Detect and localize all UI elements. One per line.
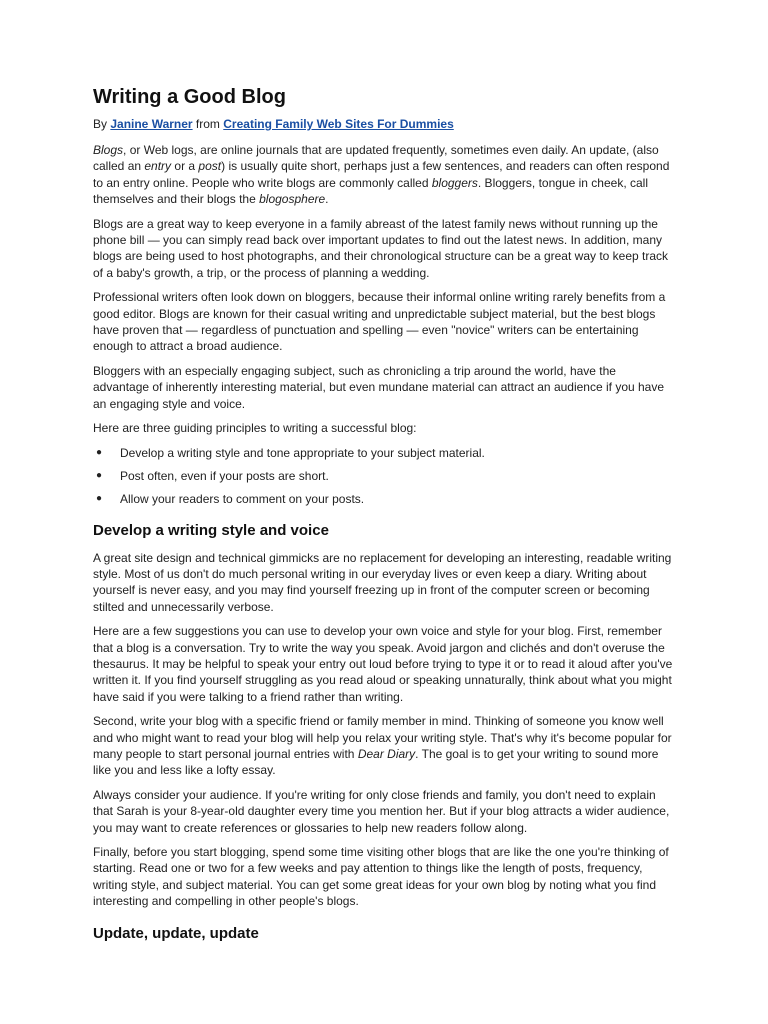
section1-paragraph-5: Finally, before you start blogging, spend some time visiting other blogs that are like the one you're thinking of starting. Read one or two for a few weeks and pay attention to things like the length of posts, frequency, writing style, and subject material. You can get some great ideas for your own blog by noting what you find interesting and compelling in other people's blogs. bbox=[93, 845, 669, 909]
author-link[interactable]: Janine Warner bbox=[110, 117, 193, 131]
section1-paragraph-4: Always consider your audience. If you're writing for only close friends and family, you don't need to explain that Sarah is your 8-year-old daughter every time you mention her. But if your blog attracts a wider audience, you may want to create references or glossaries to help new readers follow along. bbox=[93, 787, 670, 835]
byline bbox=[93, 116, 675, 132]
section1-paragraph-3: Second, write your blog with a specific friend or family member in mind. Thinking of someone you know well and who might want to read your blog will help you relax your writing style. That's why it's become popular for many people to start personal journal entries with Dear Diary. The goal is to get your writing to sound more like you and less like a lofty essay. bbox=[93, 714, 672, 778]
section1-paragraph-2: Here are a few suggestions you can use to develop your own voice and style for your blog. First, remember that a blog is a conversation. Try to write the way you speak. Avoid jargon and clichés and don't overuse the thesaurus. It may be helpful to speak your entry out loud before trying to type it or to read it aloud after you've written it. If you find yourself struggling as you read aloud or speaking unnaturally, think about what you might have said if you were talking to a friend rather than writing. bbox=[93, 624, 673, 704]
principles-list bbox=[93, 445, 675, 507]
term-dear-diary: Dear Diary bbox=[357, 746, 416, 761]
bullet-icon: ● bbox=[96, 446, 103, 458]
section-heading-update: Update, update, update bbox=[93, 924, 259, 942]
byline-by: By bbox=[93, 117, 111, 131]
intro-paragraph-4: Bloggers with an especially engaging subject, such as chronicling a trip around the world, have the advantage of inherently interesting material, but even mundane material can attract an audience if you have an engaging style and voice. bbox=[93, 363, 665, 411]
intro-paragraph-2: Blogs are a great way to keep everyone in a family abreast of the latest family news without running up the phone bill — you can simply read back over important updates to find out the latest news. In addition, many blogs are being used to host photographs, and their chronological structure can be a great way to keep track of a baby's growth, a trip, or the process of planning a wedding. bbox=[93, 216, 669, 280]
byline-from: from bbox=[192, 117, 224, 131]
intro-paragraph-5: Here are three guiding principles to writing a successful blog: bbox=[93, 421, 417, 436]
intro-paragraph-1: Blogs, or Web logs, are online journals that are updated frequently, sometimes even daily. An update, (also called an entry or a post) is usually quite short, perhaps just a few sentences, and readers can often respond to an entry online. People who write blogs are commonly called bloggers. Bloggers, tongue in cheek, call themselves and their blogs the blogosphere. bbox=[93, 143, 670, 207]
bullet-icon: ● bbox=[96, 492, 103, 504]
term-bloggers: bloggers bbox=[431, 175, 478, 190]
page-title: Writing a Good Blog bbox=[93, 86, 286, 108]
list-item: ● Post often, even if your posts are short. bbox=[96, 468, 329, 483]
source-book-link[interactable]: Creating Family Web Sites For Dummies bbox=[223, 117, 454, 131]
list-item: ● Develop a writing style and tone appropriate to your subject material. bbox=[96, 445, 485, 460]
term-blogs: Blogs bbox=[93, 143, 124, 157]
term-post: post bbox=[198, 159, 222, 174]
section1-paragraph-1: A great site design and technical gimmicks are no replacement for developing an interesting, readable writing style. Most of us don't do much personal writing in our everyday lives or even keep a diary. Writing about yourself is never easy, and you may find yourself freezing up in front of the computer screen or becoming stilted and unnecessarily verbose. bbox=[93, 550, 672, 614]
intro-paragraph-3: Professional writers often look down on bloggers, because their informal online writing rarely benefits from a good editor. Blogs are known for their casual writing and unpredictable subject material, but the best blogs have proven that — regardless of punctuation and spelling — even "novice" writers can be entertaining enough to attract a broad audience. bbox=[93, 290, 666, 354]
section-heading-style-voice: Develop a writing style and voice bbox=[93, 521, 329, 539]
term-blogosphere: blogosphere bbox=[259, 192, 326, 207]
list-item: ● Allow your readers to comment on your posts. bbox=[96, 491, 365, 506]
term-entry: entry bbox=[144, 159, 172, 174]
bullet-icon: ● bbox=[96, 469, 103, 481]
